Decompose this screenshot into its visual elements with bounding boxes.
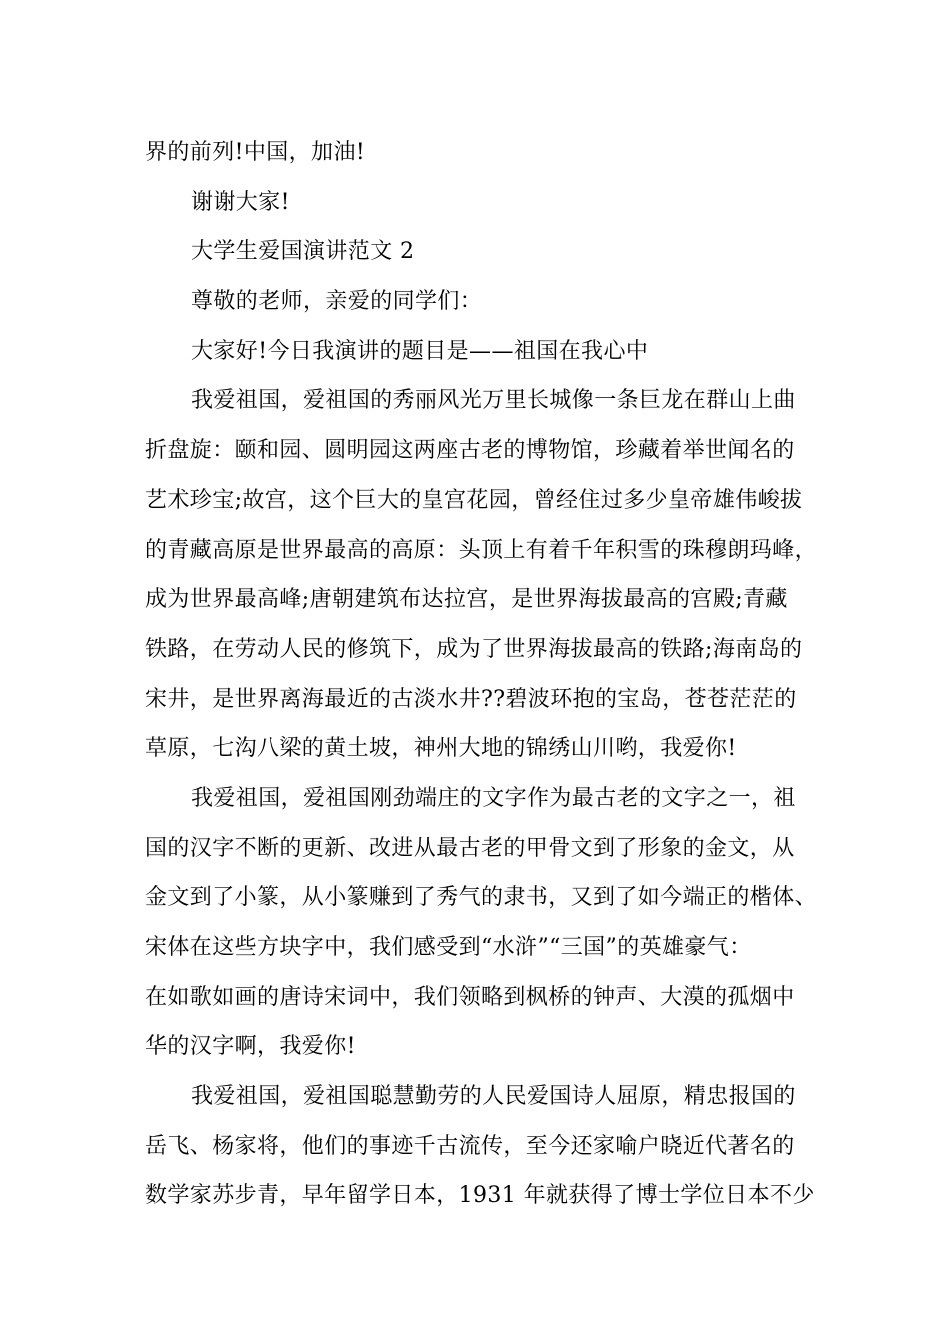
text-line: 我爱祖国，爱祖国聪慧勤劳的人民爱国诗人屈原，精忠报国的	[191, 1084, 796, 1110]
text-line: 铁路，在劳动人民的修筑下，成为了世界海拔最高的铁路;海南岛的	[145, 636, 803, 662]
text-line: 在如歌如画的唐诗宋词中，我们领略到枫桥的钟声、大漠的孤烟中	[145, 984, 795, 1010]
text-line: 尊敬的老师，亲爱的同学们：	[191, 289, 483, 315]
document-body	[145, 128, 818, 1221]
text-line: 谢谢大家!	[191, 189, 290, 215]
text-line: 金文到了小篆，从小篆赚到了秀气的隶书，又到了如今端正的楷体、	[145, 885, 818, 911]
text-line: 华的汉字啊，我爱你!	[145, 1034, 356, 1060]
text-line: 的青藏高原是世界最高的高原：头顶上有着千年积雪的珠穆朗玛峰，	[145, 537, 818, 563]
text-line: 宋体在这些方块字中，我们感受到“水浒”“三国”的英雄豪气：	[145, 935, 752, 960]
text-line: 宋井，是世界离海最近的古淡水井??碧波环抱的宝岛，苍苍茫茫的	[145, 686, 797, 712]
text-line: 折盘旋：颐和园、圆明园这两座古老的博物馆，珍藏着举世闻名的	[145, 438, 795, 464]
text-line: 岳飞、杨家将，他们的事迹千古流传，至今还家喻户晓近代著名的	[145, 1133, 795, 1159]
text-line: 我爱祖国，爱祖国刚劲端庄的文字作为最古老的文字之一，祖	[191, 785, 796, 811]
section-title: 大学生爱国演讲范文 2	[191, 239, 415, 265]
text-line: 国的汉字不断的更新、改进从最古老的甲骨文到了形象的金文，从	[145, 835, 795, 861]
text-line: 界的前列!中国，加油!	[145, 140, 366, 165]
text-line: 草原，七沟八梁的黄土坡，神州大地的锦绣山川哟，我爱你!	[145, 736, 737, 762]
text-line: 大家好!今日我演讲的题目是——祖国在我心中	[191, 338, 649, 364]
text-line: 我爱祖国，爱祖国的秀丽风光万里长城像一条巨龙在群山上曲	[191, 388, 796, 414]
text-line: 数学家苏步青，早年留学日本，1931 年就获得了博士学位日本不少	[145, 1183, 815, 1209]
text-line: 成为世界最高峰;唐朝建筑布达拉宫，是世界海拔最高的宫殿;青藏	[145, 587, 788, 613]
text-line: 艺术珍宝;故宫，这个巨大的皇宫花园，曾经住过多少皇帝雄伟峻拔	[145, 487, 803, 513]
